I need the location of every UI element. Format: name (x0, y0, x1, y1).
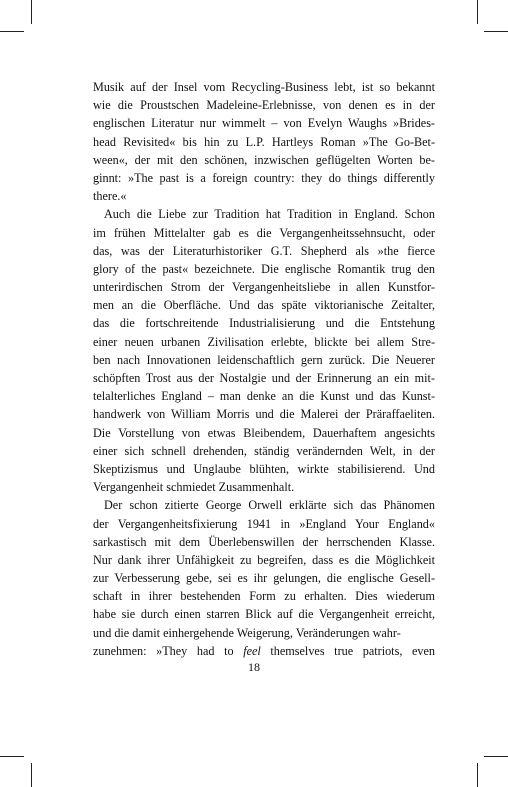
crop-mark-bottom-right (484, 756, 508, 757)
text-line: im frühen Mittelalter gab es die Vergangenheitssehnsucht, oder (93, 225, 435, 240)
text-line: head Revisited« bis hin zu L.P. Hartleys Roman »The Go-Bet- (93, 134, 435, 149)
crop-mark-top-left (31, 0, 32, 24)
text-line: sarkastisch mit dem Überlebenswillen der herrschenden Klasse. (93, 534, 435, 549)
final-line-emphasis: feel (243, 643, 261, 658)
crop-mark-bottom-right (477, 763, 478, 787)
text-line: ginnt: »The past is a foreign country: they do things differently (93, 170, 435, 185)
text-line: there.« (93, 189, 127, 204)
crop-mark-bottom-left (0, 756, 24, 757)
text-line: einer neuen urbanen Zivilisation erlebte, blickte bei allem Stre- (93, 334, 435, 349)
text-line: ben nach Innovationen leidenschaftlich gern zurück. Die Neuerer (93, 352, 435, 367)
text-line: das die fortschreitende Industrialisierung und die Entstehung (93, 316, 435, 331)
crop-mark-bottom-left (31, 763, 32, 787)
text-line: glory of the past« bezeichnete. Die englische Romantik trug den (93, 261, 435, 276)
text-line: wie die Proustschen Madeleine-Erlebnisse, von denen es in der (93, 98, 435, 113)
text-line: schaft in ihrer bestehenden Form zu erhalten. Dies wiederum (93, 589, 435, 604)
text-line: handwerk von William Morris und die Malerei der Präraffaeliten. (93, 407, 435, 422)
text-line: Musik auf der Insel vom Recycling-Business lebt, ist so bekannt (93, 80, 435, 94)
text-line: Skeptizismus und Unglaube blühten, wirkte stabilisierend. Und (93, 461, 435, 476)
text-line: und die damit einhergehende Weigerung, Veränderungen wahr- (93, 625, 401, 640)
final-line-before: zunehmen: »They had to (93, 643, 244, 658)
text-line: Auch die Liebe zur Tradition hat Tradition in England. Schon (104, 207, 435, 222)
text-line: Vergangenheit schmiedet Zusammenhalt. (93, 480, 295, 495)
text-line: men an die Oberfläche. Und das späte viktorianische Zeitalter, (93, 298, 435, 313)
text-line: ween«, der mit den schönen, inzwischen geflügelten Worten be- (93, 152, 435, 167)
text-line: das, was der Literaturhistoriker G.T. Shepherd als »the fierce (93, 243, 435, 258)
text-line: habe sie durch einen starren Blick auf die Vergangenheit erreicht, (93, 607, 435, 622)
text-line: der Vergangenheitsfixierung 1941 in »England Your England« (93, 516, 435, 531)
text-line: unterirdischen Strom der Vergangenheitsliebe in allen Kunstfor- (93, 280, 435, 295)
crop-mark-top-right (484, 31, 508, 32)
text-line: schöpften Trost aus der Nostalgie und der Erinnerung an ein mit- (93, 371, 435, 385)
text-line: zur Verbesserung gebe, sei es ihr gelungen, die englische Gesell- (93, 571, 435, 586)
text-line: einer sich schnell drehenden, ständig verändernden Welt, in der (93, 443, 435, 458)
text-line: telalterliches England – man denke an die Kunst und das Kunst- (93, 389, 435, 404)
text-line: Die Vorstellung von etwas Bleibendem, Dauerhaftem angesichts (93, 425, 435, 440)
crop-mark-top-left (0, 31, 24, 32)
body-text (93, 78, 435, 660)
text-line: Der schon zitierte George Orwell erklärte sich das Phänomen (104, 498, 435, 513)
final-line-after: themselves true patriots, even (260, 643, 435, 658)
page-number: 18 (248, 660, 260, 674)
crop-mark-top-right (477, 0, 478, 24)
text-line: Nur dank ihrer Unfähigkeit zu begreifen, dass es die Möglichkeit (93, 552, 435, 567)
text-line: englischen Literatur nur wimmelt – von Evelyn Waughs »Brides- (93, 116, 435, 131)
text-line-final (93, 642, 435, 660)
